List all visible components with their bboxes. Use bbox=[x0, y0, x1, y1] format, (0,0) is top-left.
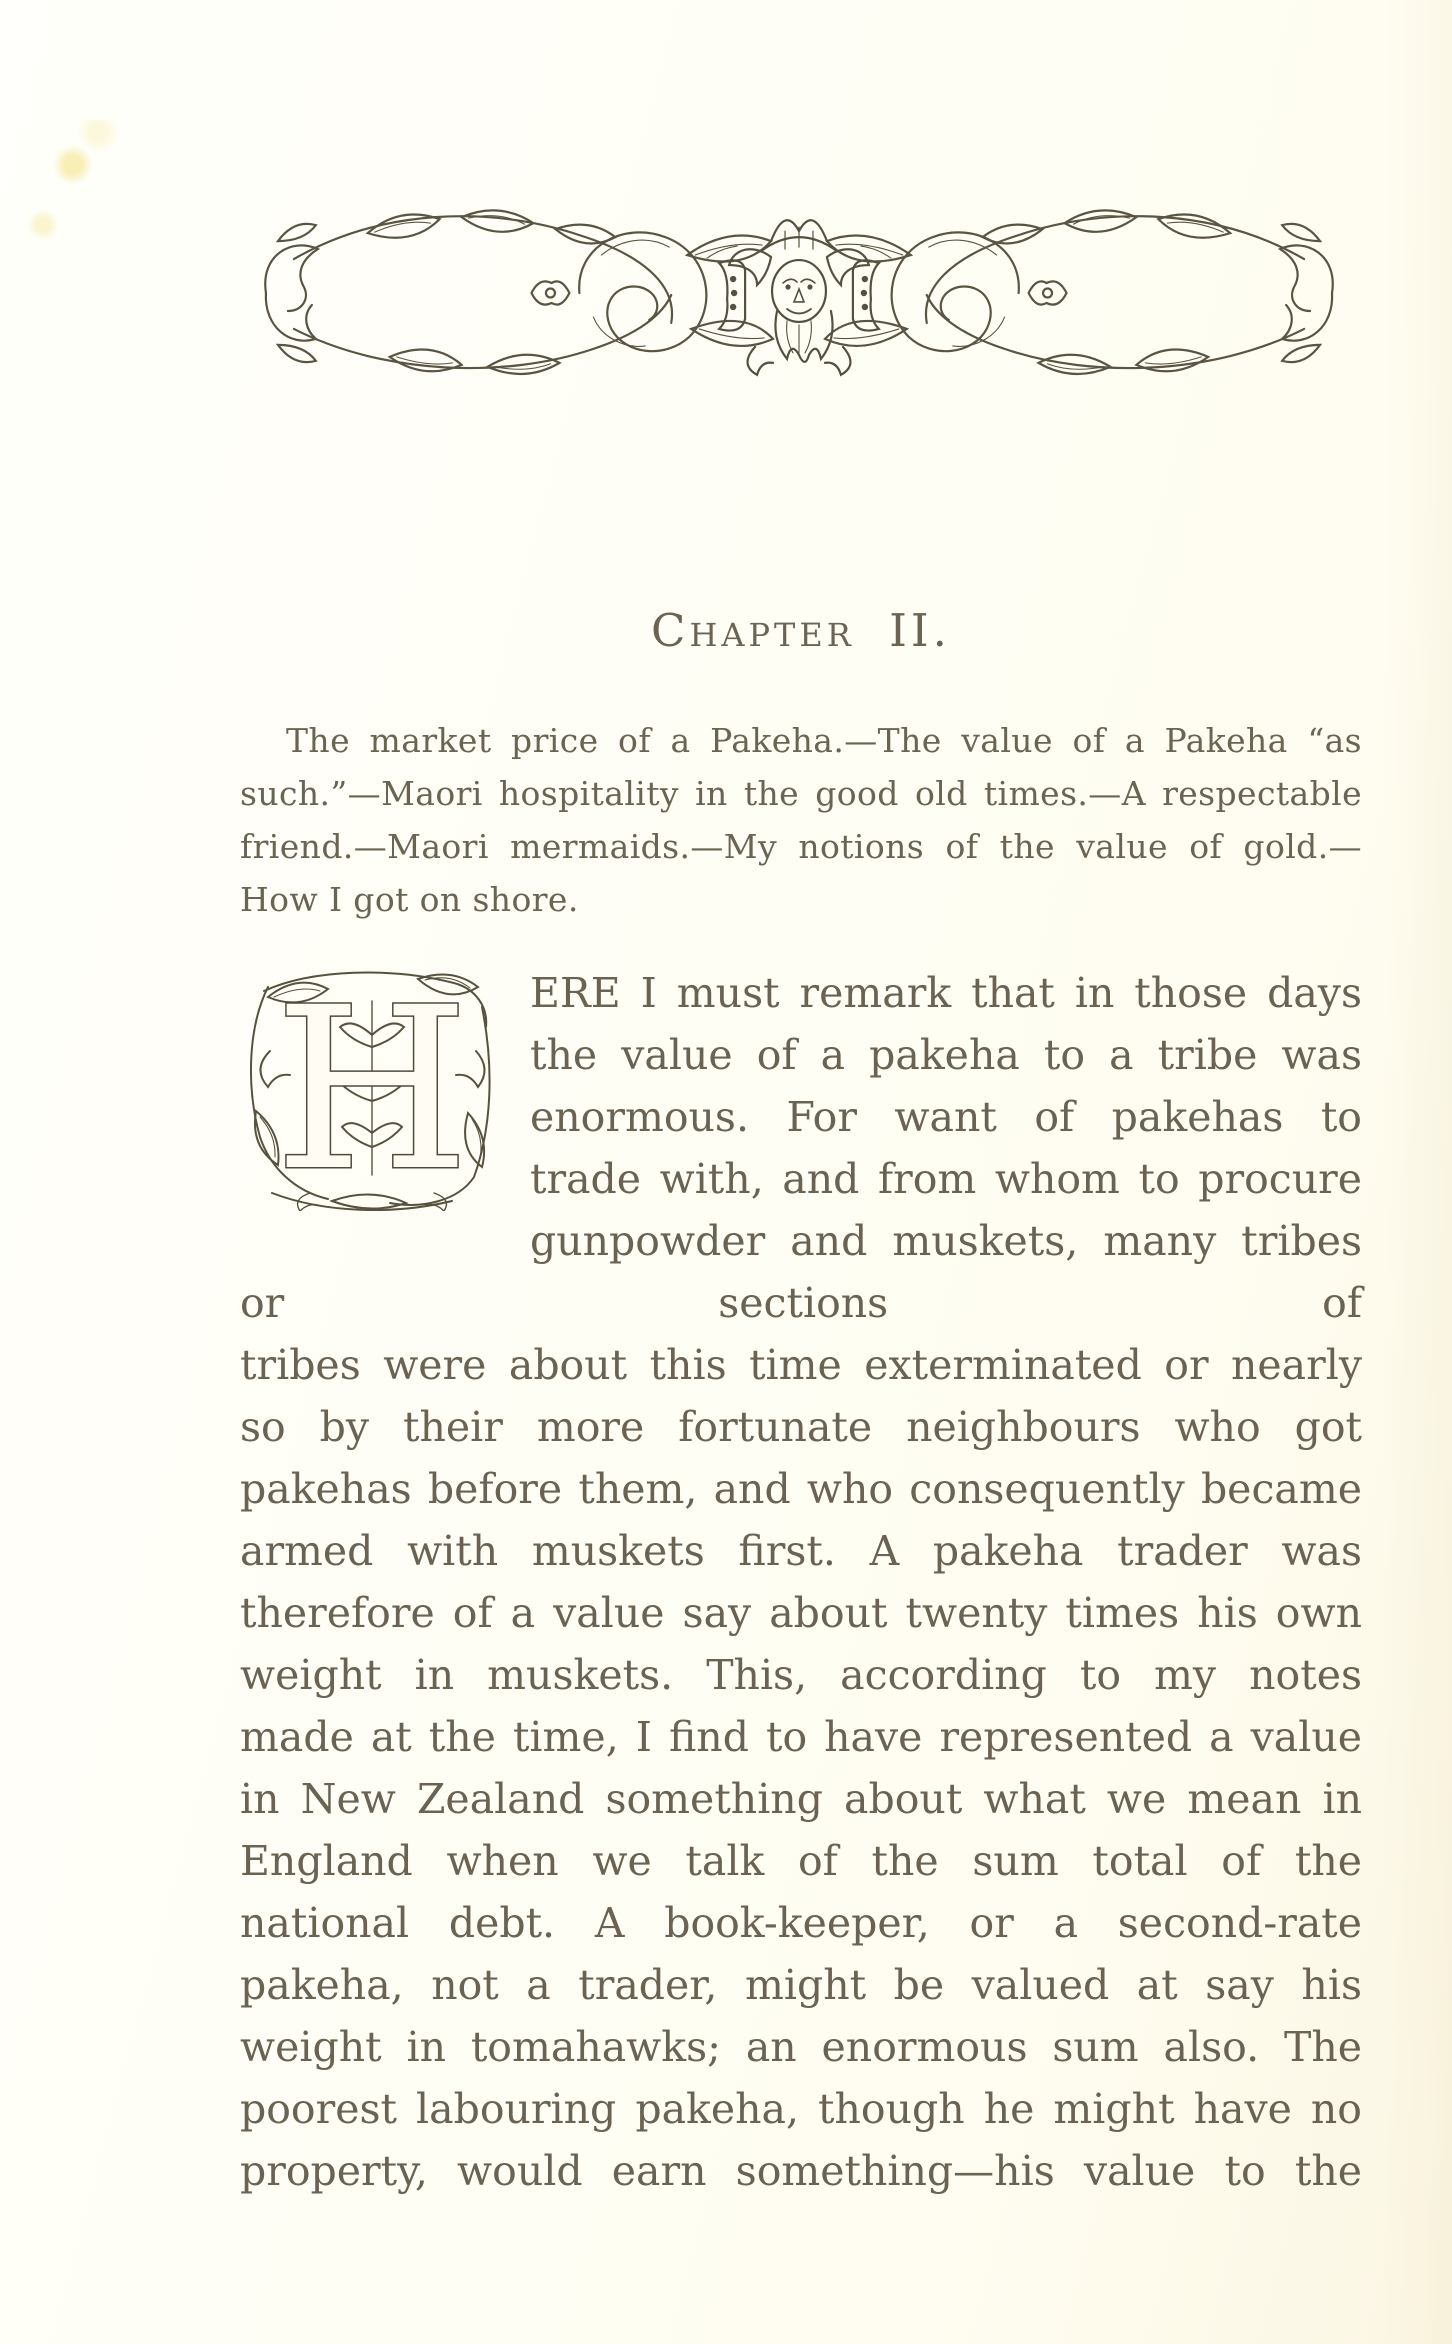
summary-line: such.”—Maori hospitality in the good old times.—A respectable bbox=[240, 774, 1362, 813]
body-line: poorest labouring pakeha, though he might have no bbox=[240, 2085, 1362, 2133]
page-edge-shading bbox=[1382, 0, 1452, 2344]
body-line: gunpowder and muskets, many tribes or sections of bbox=[240, 1217, 1362, 1327]
scan-speck bbox=[18, 120, 138, 260]
body-line: pakehas before them, and who consequently became bbox=[240, 1465, 1362, 1513]
summary-line: How I got on shore. bbox=[240, 880, 579, 919]
body-line: national debt. A book-keeper, or a second-rate bbox=[240, 1899, 1362, 1947]
body-line: made at the time, I find to have represented a value bbox=[240, 1713, 1362, 1761]
dropcap-initial bbox=[240, 965, 504, 1211]
body-line: in New Zealand something about what we mean in bbox=[240, 1775, 1362, 1823]
body-line: England when we talk of the sum total of the bbox=[240, 1837, 1362, 1885]
body-line: the value of a pakeha to a tribe was bbox=[530, 1031, 1362, 1079]
body-line: so by their more fortunate neighbours who got bbox=[240, 1403, 1362, 1451]
body-line: property, would earn something—his value to the bbox=[240, 2147, 1362, 2195]
chapter-summary bbox=[240, 714, 1362, 926]
body-line: tribes were about this time exterminated or nearly bbox=[240, 1341, 1362, 1389]
body-line: ERE I must remark that in those days bbox=[530, 969, 1362, 1017]
body-line: pakeha, not a trader, might be valued at say his bbox=[240, 1961, 1362, 2009]
headpiece-engraving-icon bbox=[250, 197, 1348, 389]
body-paragraph bbox=[240, 962, 1362, 2202]
dropcap-h-engraving-icon bbox=[240, 965, 504, 1211]
body-line: weight in muskets. This, according to my notes bbox=[240, 1651, 1362, 1699]
body-line: therefore of a value say about twenty times his own bbox=[240, 1589, 1362, 1637]
chapter-title: Chapter II. bbox=[651, 604, 951, 657]
dropcap-letter: H bbox=[274, 965, 470, 1211]
summary-line: The market price of a Pakeha.—The value of a Pakeha “as bbox=[286, 721, 1362, 760]
body-line: enormous. For want of pakehas to bbox=[530, 1093, 1362, 1141]
body-line: armed with muskets first. A pakeha trader was bbox=[240, 1527, 1362, 1575]
body-line: weight in tomahawks; an enormous sum also. The bbox=[240, 2023, 1362, 2071]
headpiece-ornament bbox=[250, 197, 1348, 389]
summary-line: friend.—Maori mermaids.—My notions of the value of gold.— bbox=[240, 827, 1362, 866]
body-line: trade with, and from whom to procure bbox=[530, 1155, 1362, 1203]
